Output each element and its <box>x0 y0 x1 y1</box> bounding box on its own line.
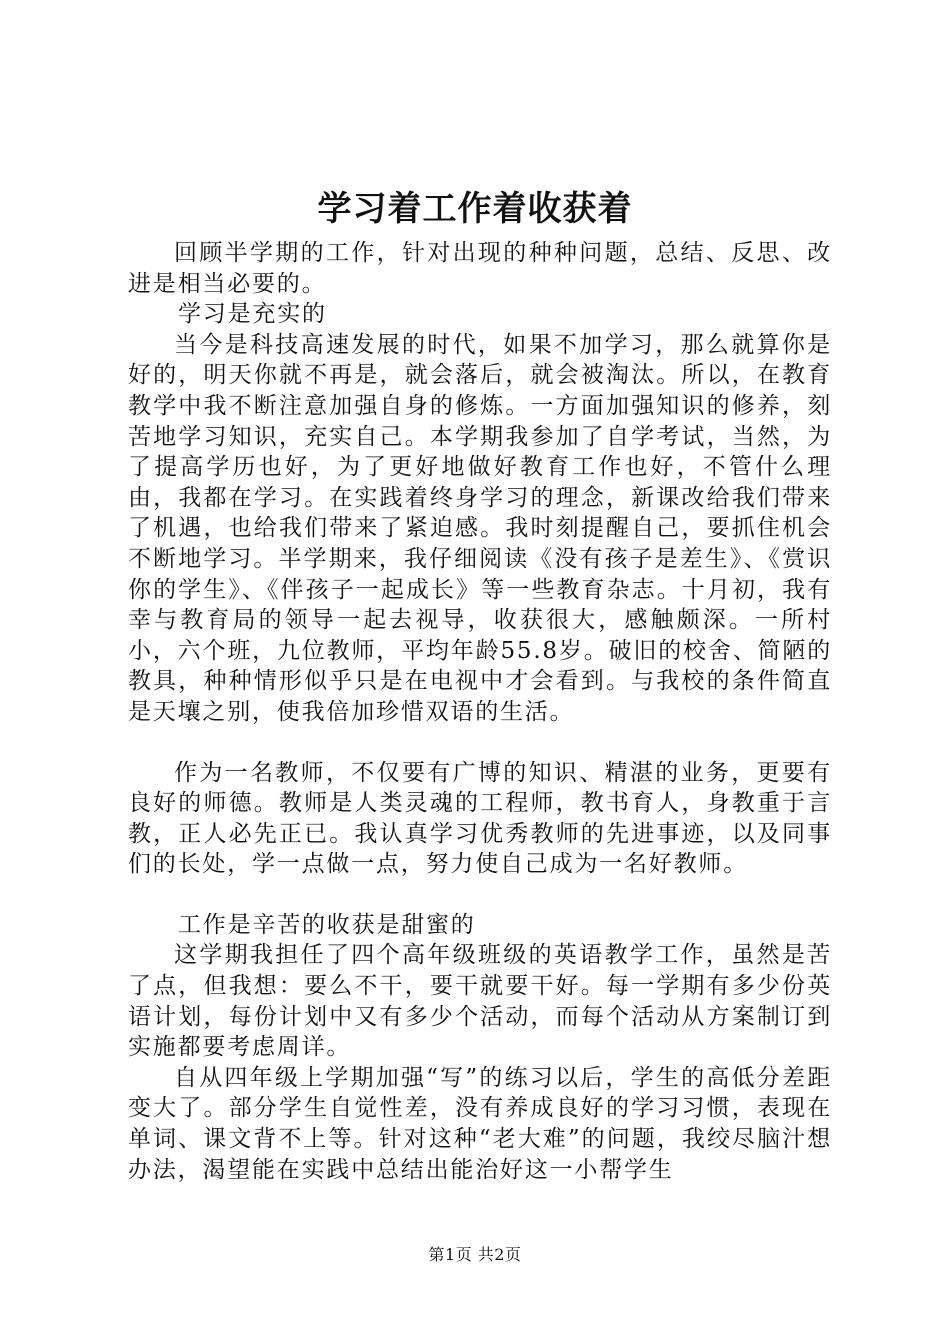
paragraph-teacher: 作为一名教师，不仅要有广博的知识、精湛的业务，更要有良好的师德。教师是人类灵魂的工程师，教书育人，身教重于言教，正人必先正已。我认真学习优秀教师的先进事迹，以及同事们的长处，学一点做一点，努力使自己成为一名好教师。 <box>128 759 832 878</box>
paragraph-spacer <box>128 728 832 758</box>
section-heading-study: 学习是充实的 <box>178 301 327 328</box>
paragraph-study: 当今是科技高速发展的时代，如果不加学习，那么就算你是好的，明天你就不再是，就会落后，就会被淘汰。所以，在教育教学中我不断注意加强自身的修炼。一方面加强知识的修养，刻苦地学习知识，充实自己。本学期我参加了自学考试，当然，为了提高学历也好，为了更好地做好教育工作也好，不管什么理由，我都在学习。在实践着终身学习的理念，新课改给我们带来了机遇，也给我们带来了紧迫感。我时刻提醒自己，要抓住机会不断地学习。半学期来，我仔细阅读《没有孩子是差生》、《赏识你的学生》、《伴孩子一起成长》等一些教育杂志。十月初，我有幸与教育局的领导一起去视导，收获很大，感触颇深。一所村小，六个班，九位教师，平均年龄55.8岁。破旧的校舍、简陋的教具，种种情形似乎只是在电视中才会看到。与我校的条件简直是天壤之别，使我倍加珍惜双语的生活。 <box>128 331 832 725</box>
section-heading-work: 工作是辛苦的收获是甜蜜的 <box>178 911 476 938</box>
document-body <box>128 238 832 1185</box>
paragraph-intro: 回顾半学期的工作，针对出现的种种问题，总结、反思、改进是相当必要的。 <box>128 240 832 297</box>
page-footer: 第1页 共2页 <box>428 1245 522 1264</box>
paragraph-spacer <box>128 880 832 910</box>
paragraph-writing: 自从四年级上学期加强“写”的练习以后，学生的高低分差距变大了。部分学生自觉性差，没有养成良好的学习习惯，表现在单词、课文背不上等。针对这种“老大难”的问题，我绞尽脑汁想办法，渴望能在实践中总结出能治好这一小帮学生 <box>128 1064 832 1183</box>
paragraph-work: 这学期我担任了四个高年级班级的英语教学工作，虽然是苦了点，但我想：要么不干，要干就要干好。每一学期有多少份英语计划，每份计划中又有多少个活动，而每个活动从方案制订到实施都要考虑周详。 <box>128 942 832 1061</box>
document-title: 学习着工作着收获着 <box>317 189 633 229</box>
